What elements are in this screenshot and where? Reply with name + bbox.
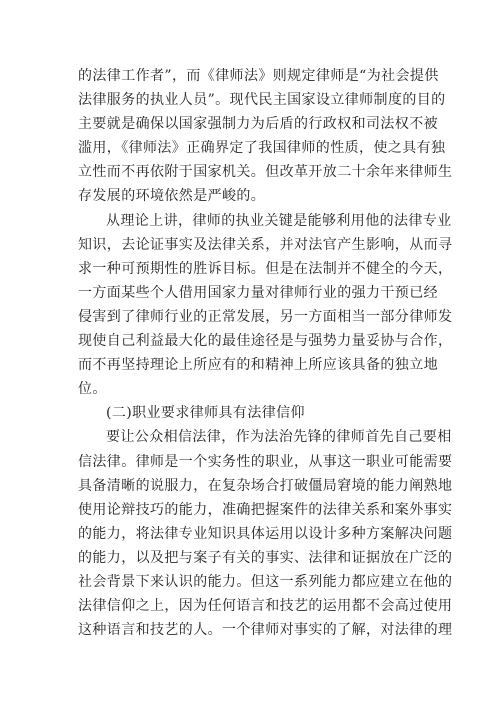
paragraph-1 [78,64,453,209]
text-line: 的法律工作者”，而《律师法》则规定律师是“为社会提供 [78,68,439,84]
text-line: 这种语言和技艺的人。一个律师对事实的了解，对法律的理 [78,622,453,639]
text-line: 知识，去论证事实及法律关系，并对法官产生影响，从而寻 [78,236,453,253]
text-line: 现使自己利益最大化的最佳途径是与强势力量妥协与合作， [78,333,453,350]
text-line: 法律服务的执业人员”。现代民主国家设立律师制度的目的 [78,92,446,109]
text-line: 存发展的环境依然是严峻的。 [78,188,266,205]
text-line: 滥用，《律师法》正确界定了我国律师的性质，使之具有独 [78,140,446,157]
text-line: 要让公众相信法律，作为法治先锋的律师首先自己要相 [106,429,452,446]
text-line: 社会背景下来认识的能力。但这一系列能力都应建立在他的 [78,573,453,590]
text-line: 侵害到了律师行业的正常发展，另一方面相当一部分律师发 [78,308,453,325]
document-page [78,64,453,642]
text-line: 一方面某些个人借用国家力量对律师行业的强力干预已经 [78,284,438,301]
text-line: 主要就是确保以国家强制力为后盾的行政权和司法权不被 [78,116,438,133]
text-line: 从理论上讲，律师的执业关键是能够利用他的法律专业 [106,212,452,229]
paragraph-3 [78,425,453,642]
text-line: 信法律。律师是一个实务性的职业，从事这一职业可能需要 [78,453,453,470]
text-line: 的能力，将法律专业知识具体运用以设计多种方案解决问题 [78,525,453,542]
text-line: 法律信仰之上，因为任何语言和技艺的运用都不会高过使用 [78,598,453,615]
text-line: 而不再坚持理论上所应有的和精神上所应该具备的独立地 [78,357,438,374]
text-line: 位。 [78,381,107,398]
text-line: 的能力，以及把与案子有关的事实、法律和证据放在广泛的 [78,549,453,566]
paragraph-2 [78,209,453,402]
section-heading: (二)职业要求律师具有法律信仰 [106,405,305,422]
text-line: 使用论辩技巧的能力，准确把握案件的法律关系和案外事实 [78,501,453,518]
text-line: 具备清晰的说服力，在复杂场合打破僵局窘境的能力阐熟地 [78,477,453,494]
text-line: 立性而不再依附于国家机关。但改革开放二十余年来律师生 [78,164,453,181]
text-line: 求一种可预期性的胜诉目标。但是在法制并不健全的今天， [78,260,453,277]
